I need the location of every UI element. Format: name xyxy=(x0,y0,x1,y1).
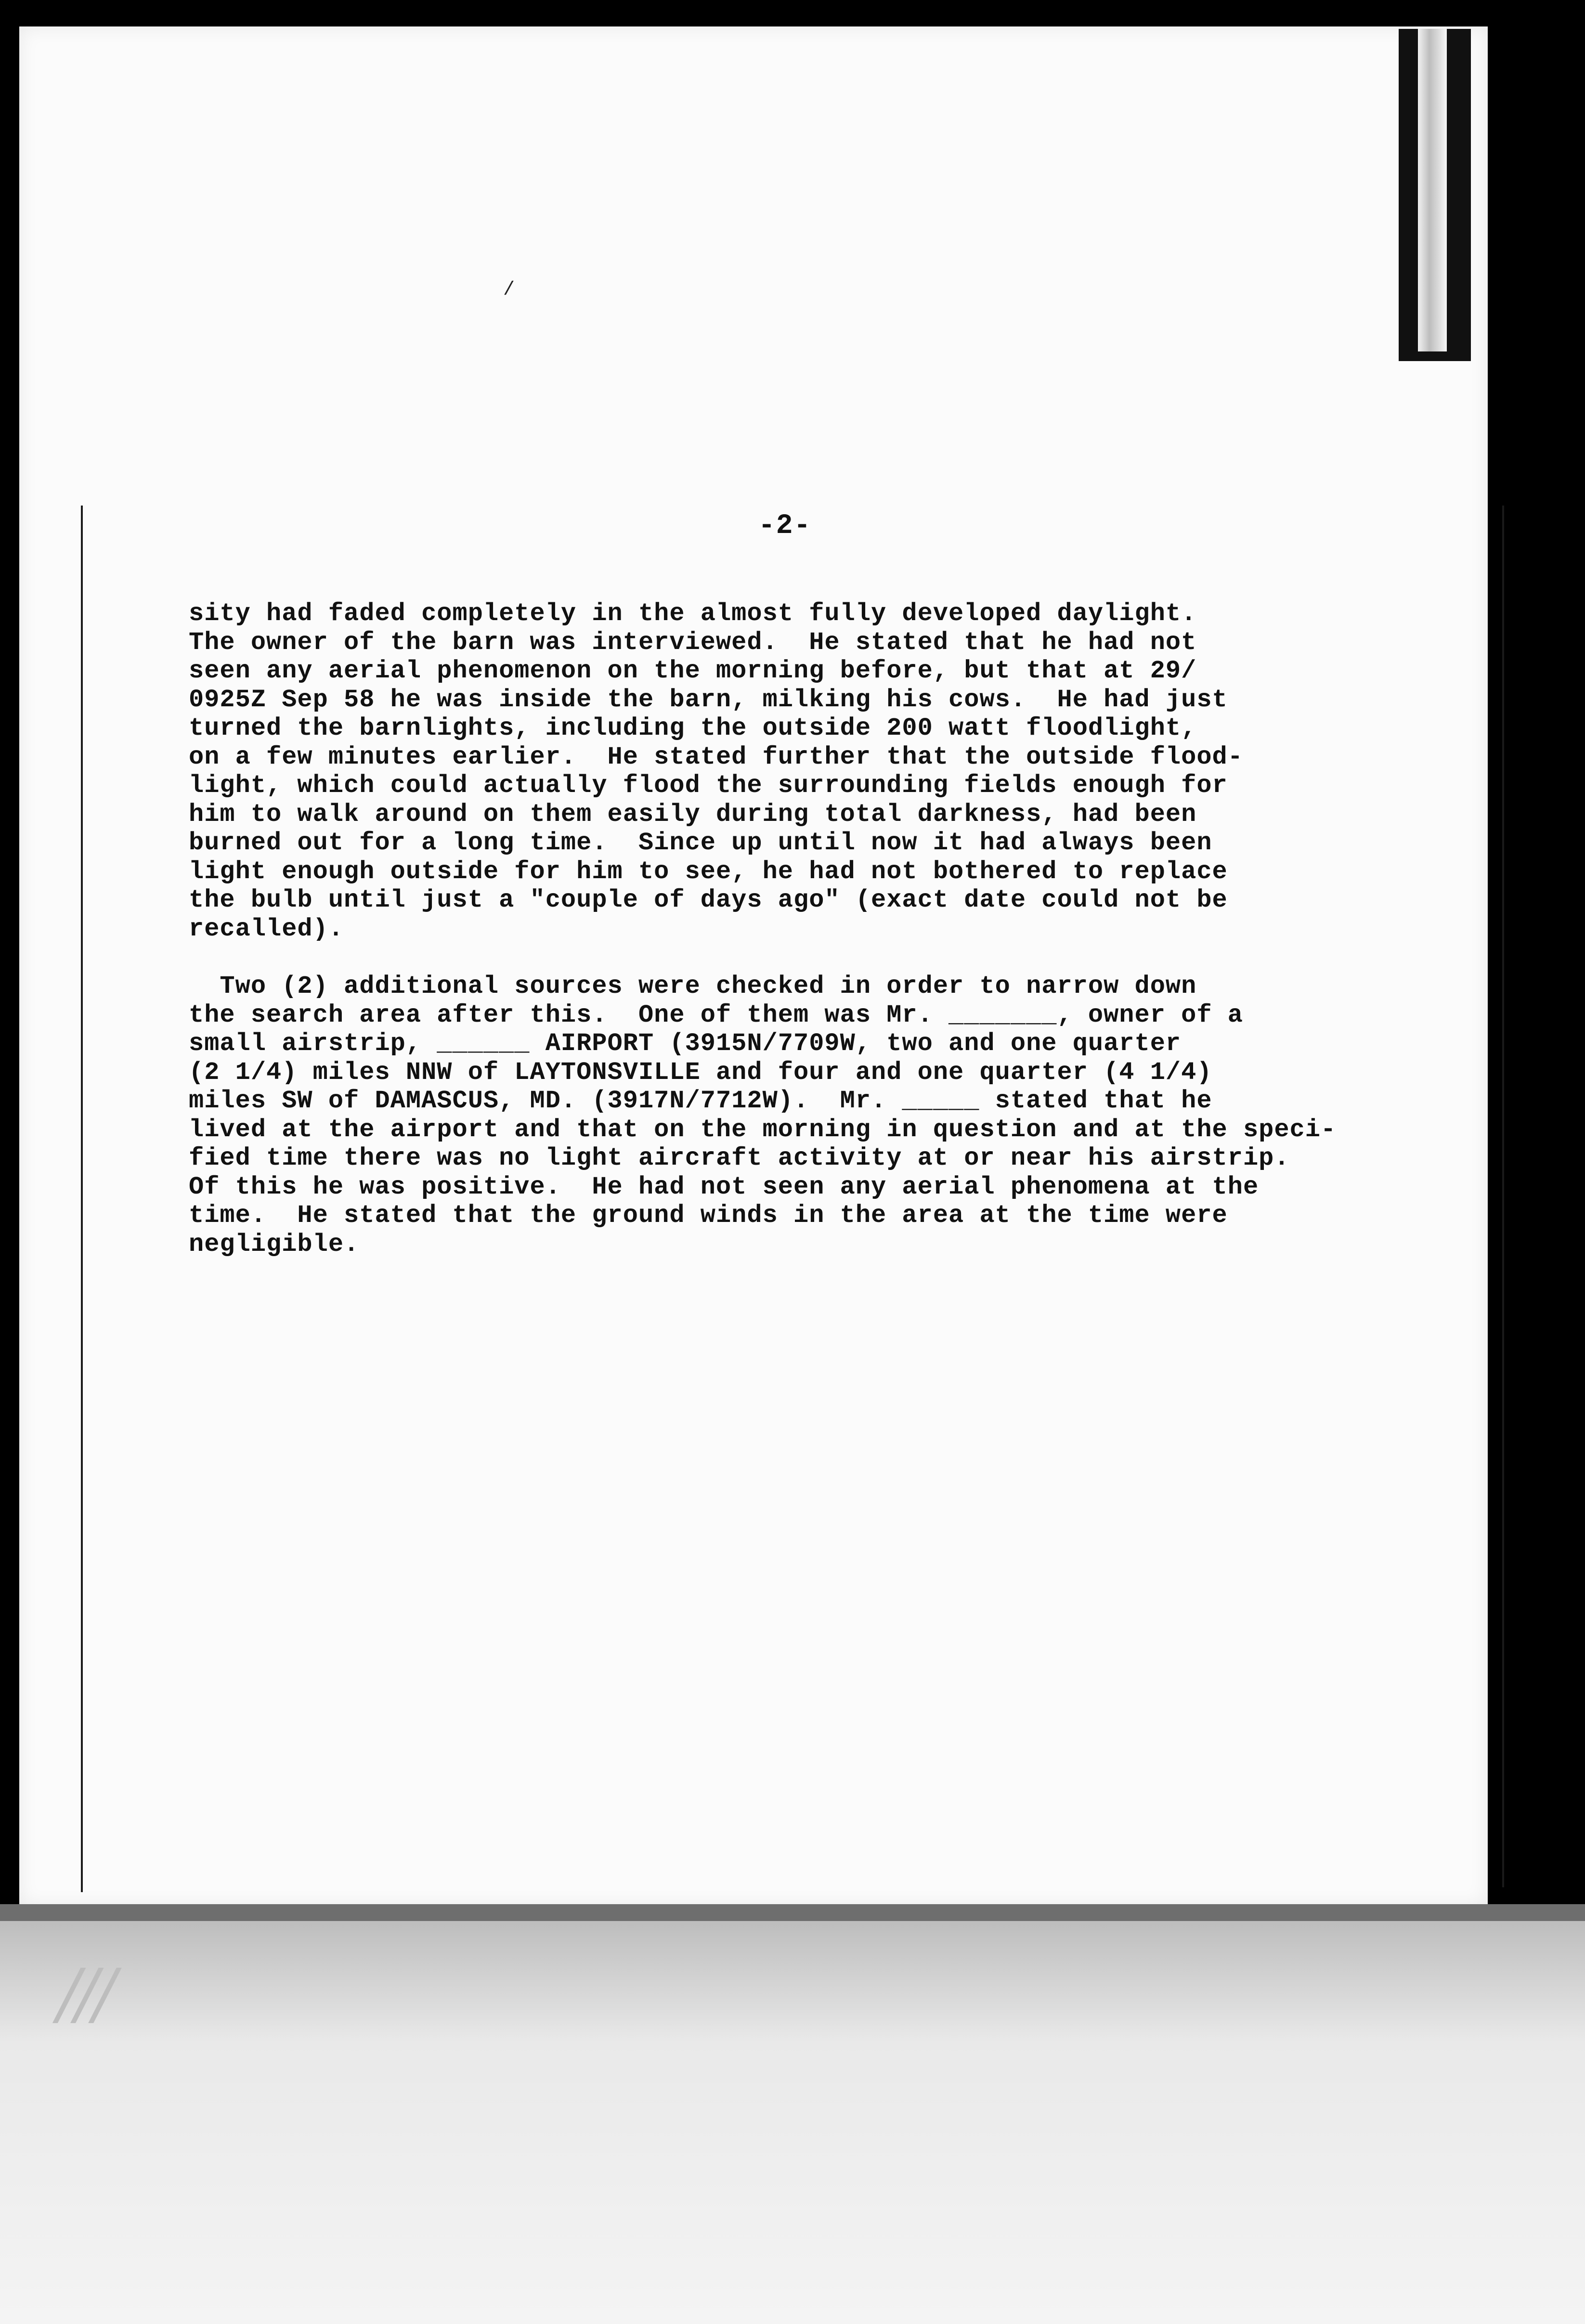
text-line: turned the barnlights, including the outside 200 watt floodlight, xyxy=(189,714,1197,742)
text-line: lived at the airport and that on the morning in question and at the speci- xyxy=(189,1115,1337,1144)
text-line: 0925Z Sep 58 he was inside the barn, milking his cows. He had just xyxy=(189,685,1228,714)
margin-bracket-mark xyxy=(1399,29,1471,361)
text-line: on a few minutes earlier. He stated further that the outside flood- xyxy=(189,742,1243,771)
faint-mark: /// xyxy=(58,1955,112,2033)
text-line: (2 1/4) miles NNW of LAYTONSVILLE and four and one quarter (4 1/4) xyxy=(189,1058,1212,1087)
text-line: sity had faded completely in the almost fully developed daylight. xyxy=(189,599,1197,628)
text-line: negligible. xyxy=(189,1230,360,1259)
text-line: light, which could actually flood the surrounding fields enough for xyxy=(189,771,1228,800)
text-line: time. He stated that the ground winds in the area at the time were xyxy=(189,1201,1228,1230)
text-line: burned out for a long time. Since up until now it had always been xyxy=(189,829,1212,857)
text-line: The owner of the barn was interviewed. He stated that he had not xyxy=(189,628,1197,657)
text-line: Two (2) additional sources were checked in order to narrow down xyxy=(189,972,1197,1000)
text-line: him to walk around on them easily during total darkness, had been xyxy=(189,800,1197,829)
text-line: fied time there was no light aircraft activity at or near his airstrip. xyxy=(189,1144,1290,1172)
page-number: -2- xyxy=(758,510,812,542)
text-line: seen any aerial phenomenon on the morning before, but that at 29/ xyxy=(189,657,1197,685)
text-line: the search area after this. One of them was Mr. _______, owner of a xyxy=(189,1000,1243,1029)
text-line: miles SW of DAMASCUS, MD. (3917N/7712W). Mr. _____ stated that he xyxy=(189,1087,1212,1115)
paragraph-1 xyxy=(189,599,1537,943)
text-line: small airstrip, ______ AIRPORT (3915N/7709W, two and one quarter xyxy=(189,1029,1182,1058)
text-line: recalled). xyxy=(189,914,344,943)
text-line: Of this he was positive. He had not seen any aerial phenomena at the xyxy=(189,1172,1259,1201)
document-body xyxy=(189,599,1537,1287)
left-border-line xyxy=(81,506,83,1892)
paragraph-2 xyxy=(189,972,1537,1259)
text-line: light enough outside for him to see, he had not bothered to replace xyxy=(189,857,1228,886)
scanner-backing xyxy=(0,1921,1585,2324)
stray-mark: / xyxy=(503,279,515,301)
text-line: the bulb until just a "couple of days ago" (exact date could not be xyxy=(189,886,1228,914)
